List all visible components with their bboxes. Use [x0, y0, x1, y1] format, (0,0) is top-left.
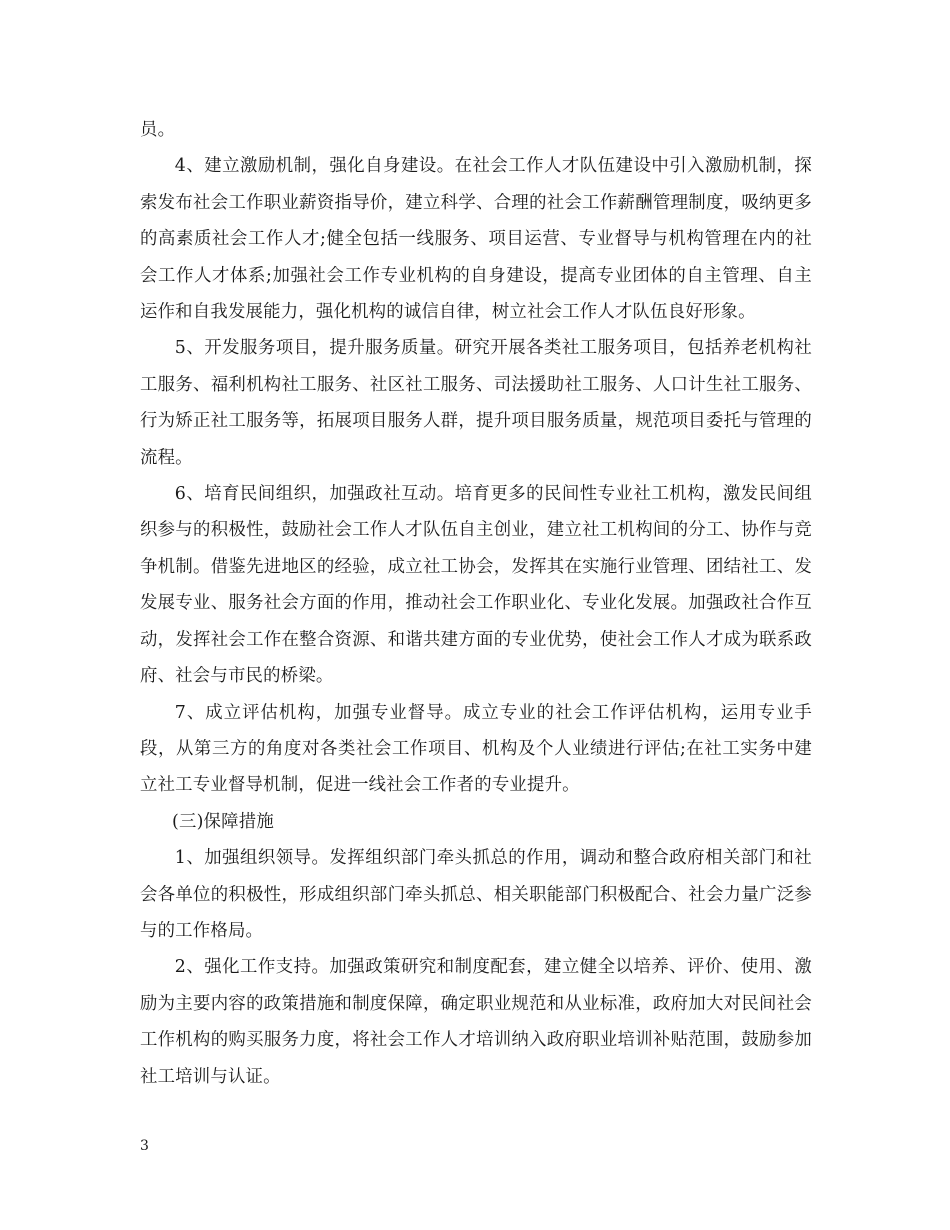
- paragraph-item-6: 6、培育民间组织，加强政社互动。培育更多的民间性专业社工机构，激发民间组织参与的积极性，鼓励社会工作人才队伍自主创业，建立社工机构间的分工、协作与竞争机制。借鉴先进地区的经验，成立社工协会，发挥其在实施行业管理、团结社工、发发展专业、服务社会方面的作用，推动社会工作职业化、专业化发展。加强政社合作互动，发挥社会工作在整合资源、和谐共建方面的专业优势，使社会工作人才成为联系政府、社会与市民的桥梁。: [140, 484, 812, 687]
- section-heading: (三)保障措施: [172, 811, 274, 832]
- paragraph-measure-2: 2、强化工作支持。加强政策研究和制度配套，建立健全以培养、评价、使用、激励为主要内容的政策措施和制度保障，确定职业规范和从业标准，政府加大对民间社会工作机构的购买服务力度，将社会工作人才培训纳入政府职业培训补贴范围，鼓励参加社工培训与认证。: [140, 957, 812, 1087]
- paragraph-measure-1: 1、加强组织领导。发挥组织部门牵头抓总的作用，调动和整合政府相关部门和社会各单位的积极性，形成组织部门牵头抓总、相关职能部门积极配合、社会力量广泛参与的工作格局。: [140, 848, 812, 941]
- page-number: 3: [140, 1138, 149, 1154]
- paragraph-item-4: 4、建立激励机制，强化自身建设。在社会工作人才队伍建设中引入激励机制，探索发布社会工作职业薪资指导价，建立科学、合理的社会工作薪酬管理制度，吸纳更多的高素质社会工作人才;健全包括一线服务、项目运营、专业督导与机构管理在内的社会工作人才体系;加强社会工作专业机构的自身建设，提高专业团体的自主管理、自主运作和自我发展能力，强化机构的诚信自律，树立社会工作人才队伍良好形象。: [140, 156, 812, 323]
- paragraph-continuation: 员。: [140, 120, 176, 140]
- paragraph-item-5: 5、开发服务项目，提升服务质量。研究开展各类社工服务项目，包括养老机构社工服务、福利机构社工服务、社区社工服务、司法援助社工服务、人口计生社工服务、行为矫正社工服务等，拓展项目服务人群，提升项目服务质量，规范项目委托与管理的流程。: [140, 338, 812, 468]
- paragraph-item-7: 7、成立评估机构，加强专业督导。成立专业的社会工作评估机构，运用专业手段，从第三方的角度对各类社会工作项目、机构及个人业绩进行评估;在社工实务中建立社工专业督导机制，促进一线社会工作者的专业提升。: [140, 702, 812, 796]
- document-body: [140, 112, 812, 1095]
